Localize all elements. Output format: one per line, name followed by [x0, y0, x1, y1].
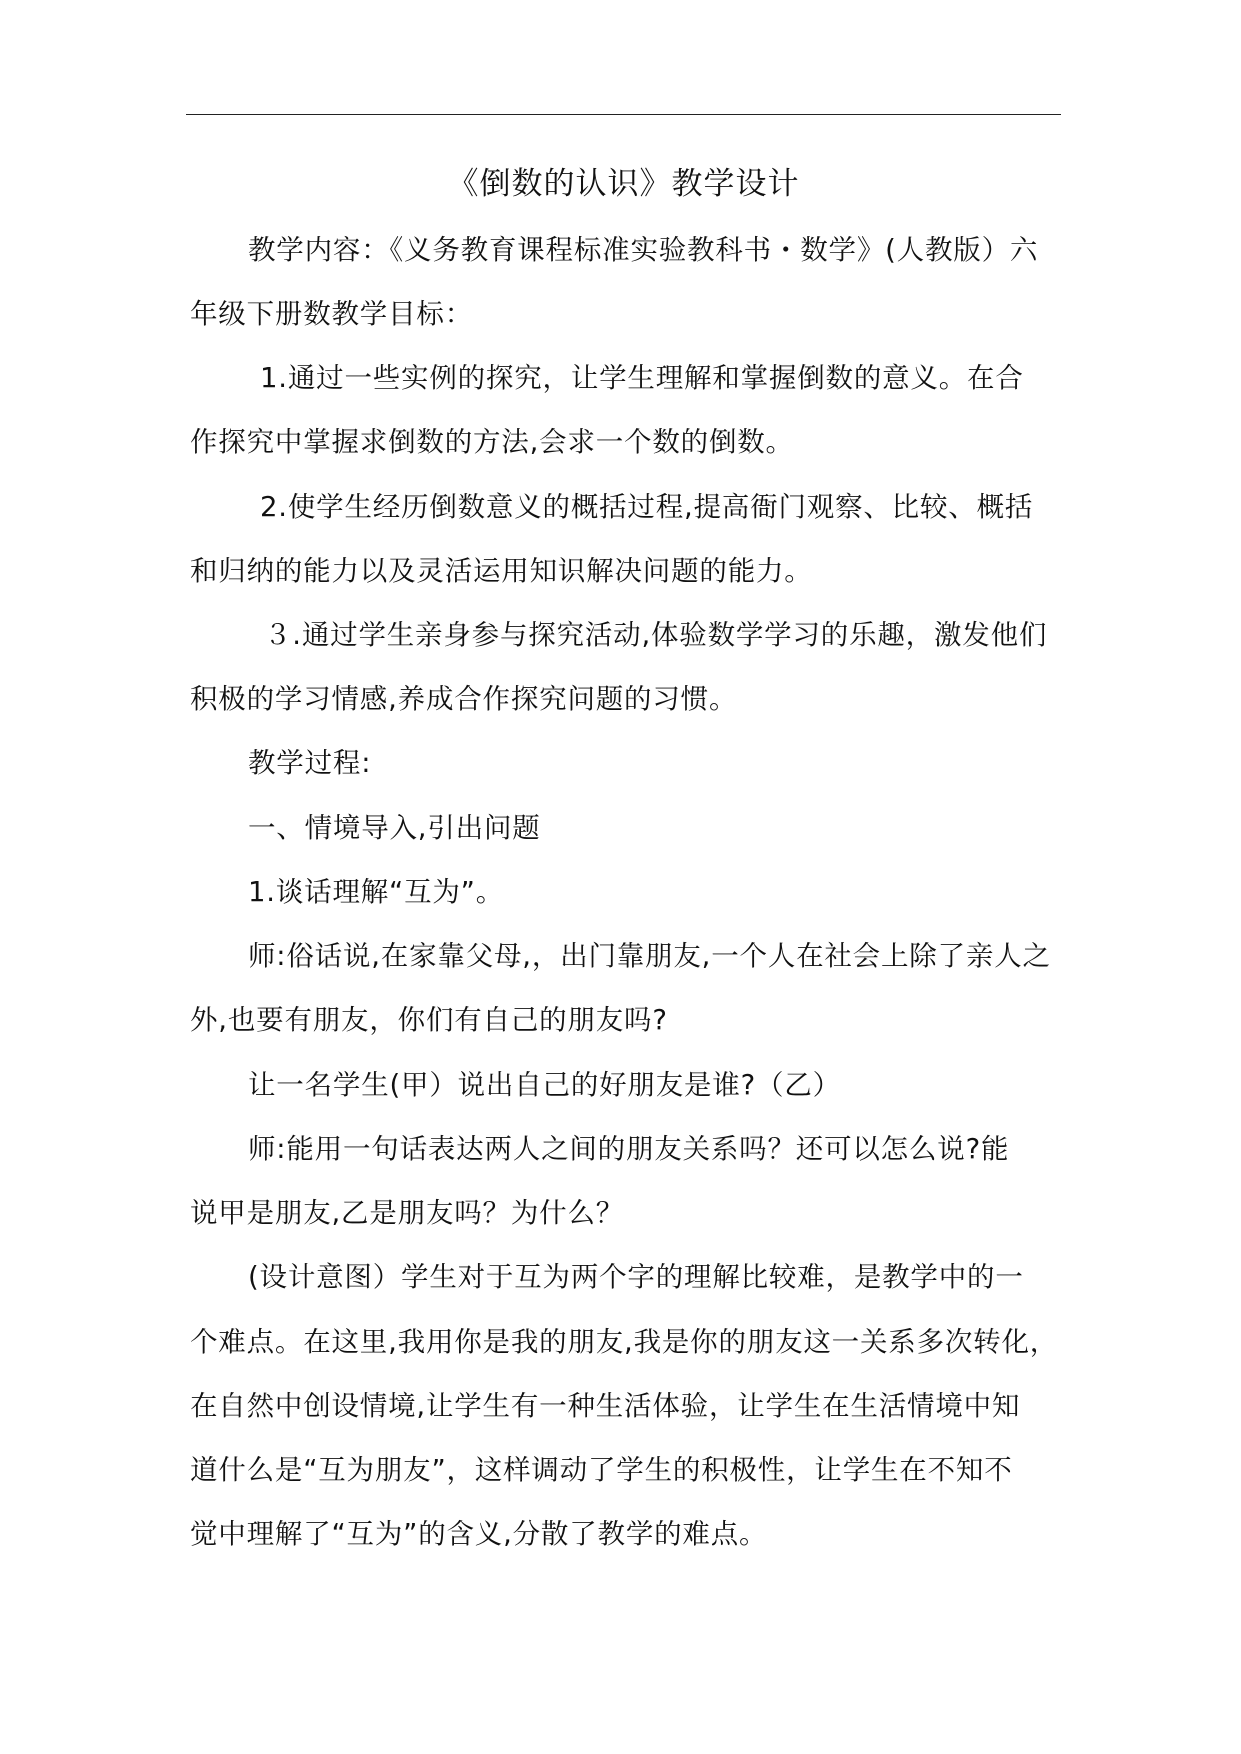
paragraph-line: (设计意图）学生对于互为两个字的理解比较难，是教学中的一 [248, 1261, 1024, 1293]
paragraph-line: 师:能用一句话表达两人之间的朋友关系吗？还可以怎么说?能 [248, 1133, 1010, 1165]
paragraph-line: 1.通过一些实例的探究，让学生理解和掌握倒数的意义。在合 [260, 362, 1024, 394]
paragraph-line: 1.谈话理解“互为”。 [248, 876, 505, 908]
paragraph-line: 师:俗话说,在家靠父母,，出门靠朋友,一个人在社会上除了亲人之 [248, 940, 1051, 972]
section-heading: 教学过程: [248, 747, 372, 779]
paragraph-line: 觉中理解了“互为”的含义,分散了教学的难点。 [190, 1518, 768, 1550]
paragraph-line: 年级下册数教学目标： [190, 298, 473, 330]
paragraph-line: 让一名学生(甲）说出自己的好朋友是谁?（乙） [248, 1069, 841, 1101]
header-rule [186, 114, 1061, 115]
paragraph-line: 外,也要有朋友，你们有自己的朋友吗? [190, 1004, 668, 1036]
document-title: 《倒数的认识》教学设计 [447, 166, 800, 202]
paragraph-line: 和归纳的能力以及灵活运用知识解决问题的能力。 [190, 555, 813, 587]
section-heading: 一、情境导入,引出问题 [248, 812, 541, 844]
paragraph-line: 个难点。在这里,我用你是我的朋友,我是你的朋友这一关系多次转化， [190, 1326, 1059, 1358]
paragraph-line: 道什么是“互为朋友”，这样调动了学生的积极性，让学生在不知不 [190, 1454, 1013, 1486]
paragraph-line: 作探究中掌握求倒数的方法,会求一个数的倒数。 [190, 426, 794, 458]
paragraph-line: 说甲是朋友,乙是朋友吗？为什么？ [190, 1197, 625, 1229]
paragraph-line: 教学内容：《义务教育课程标准实验教科书・数学》(人教版）六 [248, 234, 1039, 266]
paragraph-line: 在自然中创设情境,让学生有一种生活体验，让学生在生活情境中知 [190, 1390, 1021, 1422]
paragraph-line: 2.使学生经历倒数意义的概括过程,提高衙门观察、比较、概括 [260, 491, 1034, 523]
paragraph-line: 积极的学习情感,养成合作探究问题的习惯。 [190, 683, 738, 715]
paragraph-line: ３.通过学生亲身参与探究活动,体验数学学习的乐趣，激发他们 [264, 619, 1048, 651]
